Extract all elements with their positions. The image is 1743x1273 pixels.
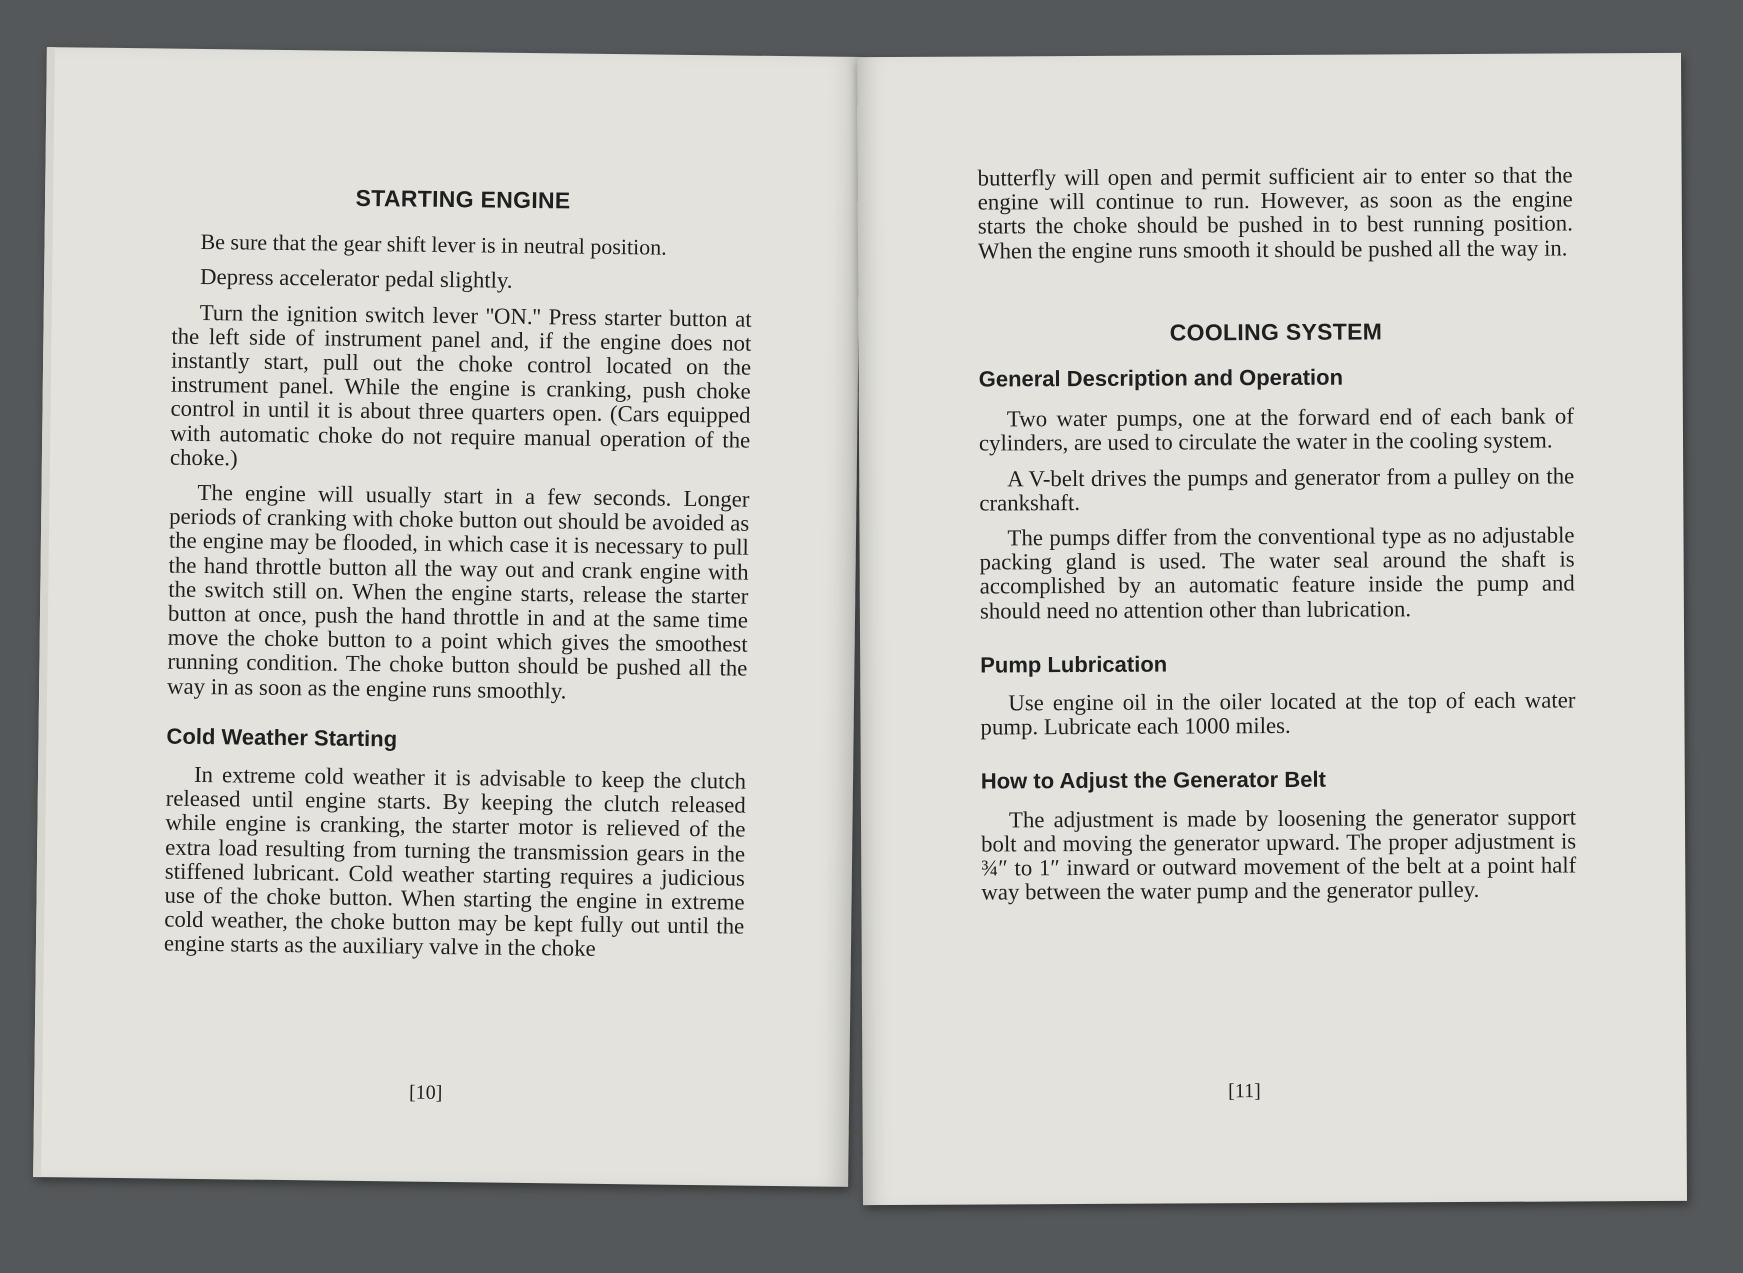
left-page [33, 47, 862, 1187]
right-page-column [978, 163, 1577, 916]
paragraph: Be sure that the gear shift lever is in neutral position. [200, 229, 667, 260]
page-title-cooling-system: COOLING SYSTEM [1169, 318, 1383, 346]
paragraph-continuation: butterfly will open and permit sufficient air to enter so that the engine will continue to run. However, as soon as the engine starts the choke should be pushed in to best running position. When the engine runs smooth it should be pushed all the way in. [977, 162, 1573, 264]
paragraph: Depress accelerator pedal slightly. [199, 264, 513, 294]
paragraph: Two water pumps, one at the forward end of each bank of cylinders, are used to circulate the water in the cooling system. [978, 403, 1574, 456]
subheading-general-description: General Description and Operation [978, 364, 1344, 392]
paragraph: In extreme cold weather it is advisable to keep the clutch released until engine starts. By keeping the clutch released while engine is cranking, the starter motor is relieved of the extra load resulting from turning the transmission gears in the stiffened lubricant. Cold weather starting requires a judicious use of the choke button. When starting the engine in extreme cold weather, the choke button may be kept fully out until the engine starts as the auxiliary valve in the choke [163, 761, 747, 962]
paragraph: A V-belt drives the pumps and generator from a pulley on the crankshaft. [979, 463, 1575, 516]
paragraph: Turn the ignition switch lever ''ON.'' Press starter button at the left side of instrument panel and, if the engine does not instantly start, pull out the choke control located on the instrument panel. While the engine is cranking, push choke control in until it is about three quarters open. (Cars equipped with automatic choke do not require manual operation of the choke.) [169, 299, 752, 471]
page-number: [10] [408, 1081, 443, 1104]
right-page [857, 53, 1687, 1205]
paragraph: The pumps differ from the conventional type as no adjustable packing gland is used. The water seal around the shaft is accomplished by an automatic feature inside the pump and should need no attention other than lubrication. [979, 522, 1575, 624]
paragraph: Use engine oil in the oiler located at the top of each water pump. Lubricate each 1000 miles. [980, 687, 1576, 740]
left-page-column [164, 184, 754, 975]
paragraph: The adjustment is made by loosening the generator support bolt and moving the generator upward. The proper adjustment is ¾″ to 1″ inward or outward movement of the belt at a point half way between the water pump and the generator pulley. [981, 804, 1577, 905]
page-number: [11] [1228, 1080, 1261, 1103]
page-title-starting-engine: STARTING ENGINE [355, 184, 571, 214]
subheading-pump-lubrication: Pump Lubrication [980, 651, 1168, 678]
paragraph: The engine will usually start in a few seconds. Longer periods of cranking with choke button out should be avoided as the engine may be flooded, in which case it is necessary to pull the hand throttle button all the way out and crank engine with the switch still on. When the engine starts, release the starter button at once, push the hand throttle in and at the same time move the choke button to a point which gives the smoothest running condition. The choke button should be pushed all the way in as soon as the engine runs smoothly. [166, 479, 750, 704]
subheading-adjust-generator-belt: How to Adjust the Generator Belt [980, 767, 1326, 794]
subheading-cold-weather-starting: Cold Weather Starting [166, 723, 398, 752]
